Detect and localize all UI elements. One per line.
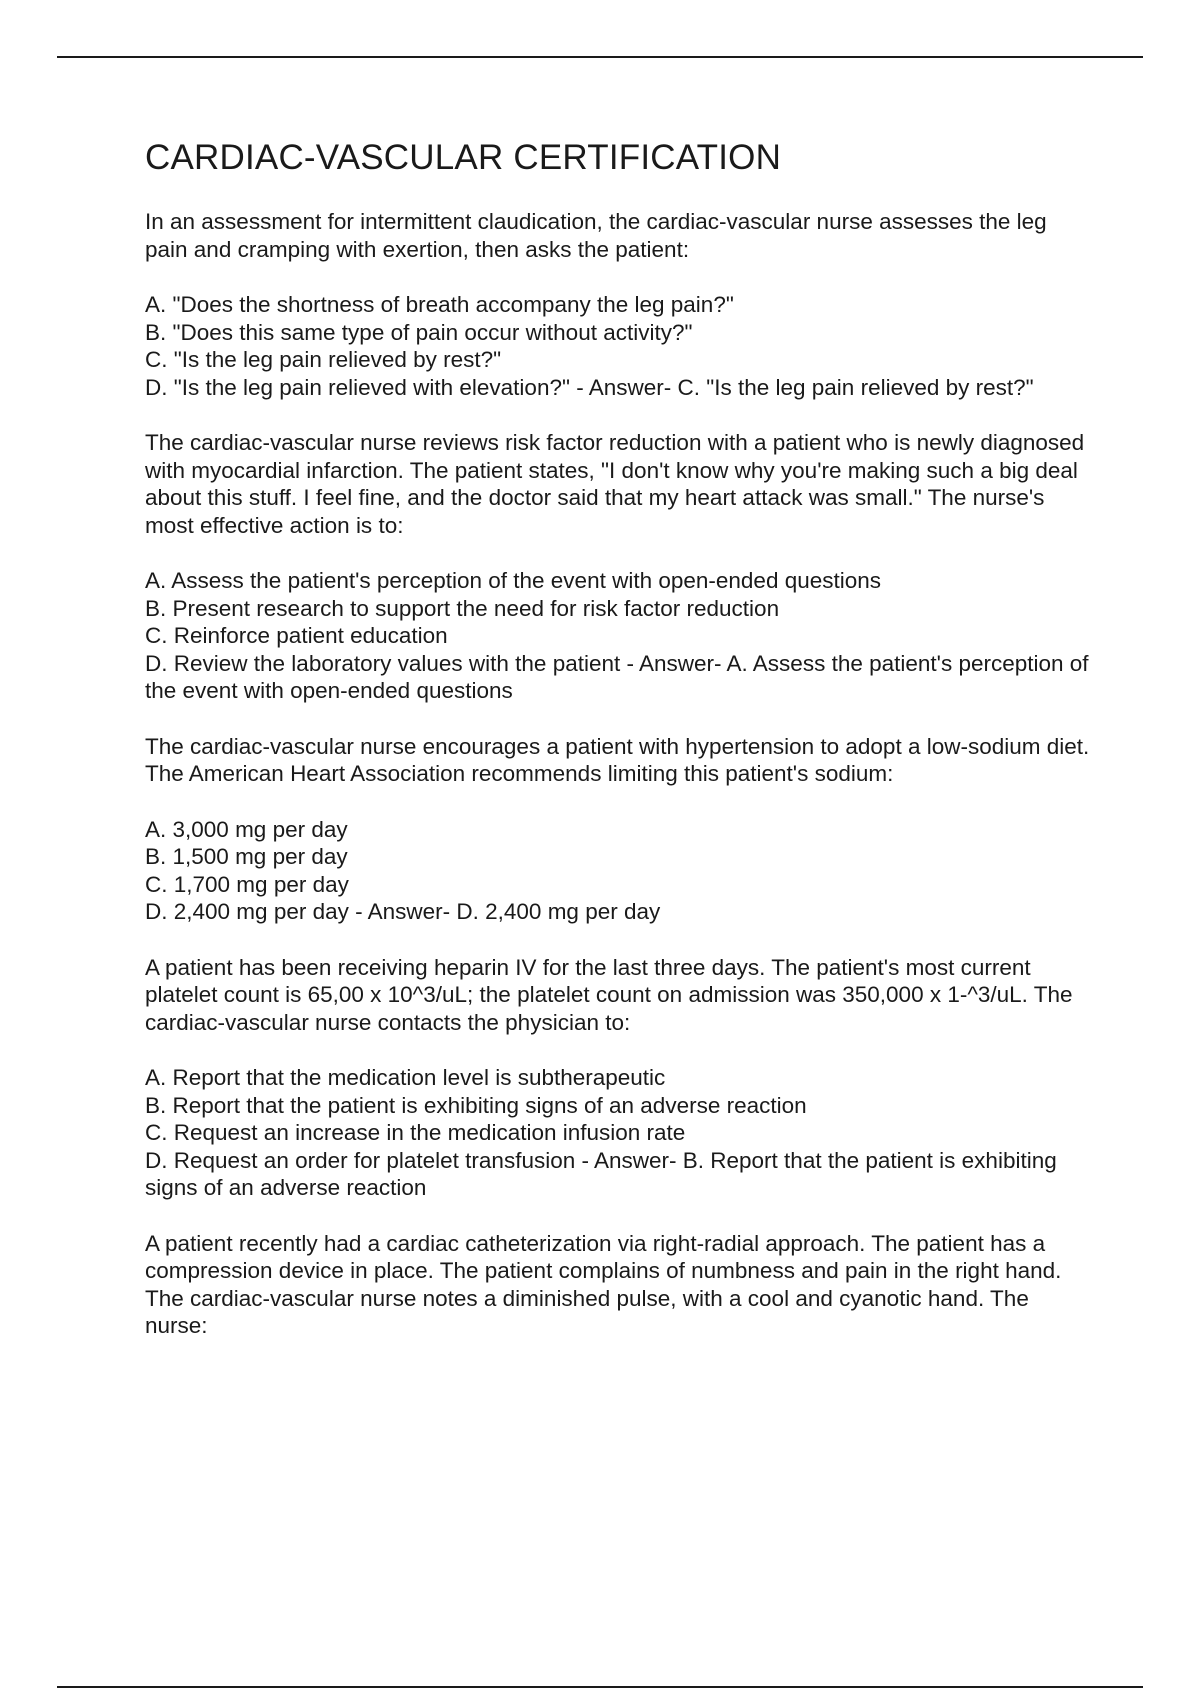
question-5	[145, 1230, 1095, 1340]
answer-options	[145, 816, 1095, 926]
option-c: C. "Is the leg pain relieved by rest?"	[145, 347, 502, 372]
answer-options	[145, 291, 1095, 401]
document-body	[145, 138, 1095, 1368]
question-stem: A patient recently had a cardiac catheterization via right-radial approach. The patient has a compression device in place. The patient complains of numbness and pain in the right hand. The cardiac-vascular nurse notes a diminished pulse, with a cool and cyanotic hand. The nurse:	[145, 1230, 1062, 1338]
question-stem: A patient has been receiving heparin IV for the last three days. The patient's most current platelet count is 65,00 x 10^3/uL; the platelet count on admission was 350,000 x 1-^3/uL. The cardiac-vascular nurse contacts the physician to:	[145, 954, 1073, 1035]
question-4	[145, 954, 1095, 1202]
option-c: C. 1,700 mg per day	[145, 871, 349, 897]
question-2	[145, 429, 1095, 705]
question-stem: In an assessment for intermittent claudication, the cardiac-vascular nurse assesses the leg pain and cramping with exertion, then asks the patient:	[145, 209, 1047, 262]
option-c: C. Reinforce patient education	[145, 623, 448, 648]
bottom-rule	[57, 1686, 1143, 1688]
question-stem: The cardiac-vascular nurse reviews risk factor reduction with a patient who is newly diagnosed with myocardial infarction. The patient states, "I don't know why you're making such a big deal about this stuff. I feel fine, and the doctor said that my heart attack was small." The nurse's most effective action is to:	[145, 430, 1085, 538]
option-b: B. Report that the patient is exhibiting signs of an adverse reaction	[145, 1092, 807, 1118]
question-stem: The cardiac-vascular nurse encourages a patient with hypertension to adopt a low-sodium diet. The American Heart Association recommends limiting this patient's sodium:	[145, 733, 1090, 786]
option-a: A. Report that the medication level is subtherapeutic	[145, 1065, 666, 1090]
option-d-with-answer: D. Request an order for platelet transfusion - Answer- B. Report that the patient is exhibiting signs of an adverse reaction	[145, 1147, 1057, 1200]
document-title: CARDIAC-VASCULAR CERTIFICATION	[145, 138, 782, 177]
answer-options	[145, 567, 1095, 705]
top-rule	[57, 56, 1143, 58]
question-1	[145, 208, 1095, 401]
option-b: B. Present research to support the need for risk factor reduction	[145, 595, 780, 621]
answer-options	[145, 1064, 1095, 1202]
option-a: A. Assess the patient's perception of the event with open-ended questions	[145, 568, 882, 593]
option-d-with-answer: D. "Is the leg pain relieved with elevation?" - Answer- C. "Is the leg pain relieved by rest?"	[145, 374, 1034, 400]
option-a: A. "Does the shortness of breath accompany the leg pain?"	[145, 292, 734, 317]
question-3	[145, 733, 1095, 926]
option-d-with-answer: D. Review the laboratory values with the patient - Answer- A. Assess the patient's perception of the event with open-ended questions	[145, 650, 1089, 703]
option-a: A. 3,000 mg per day	[145, 816, 348, 842]
option-b: B. "Does this same type of pain occur without activity?"	[145, 319, 693, 345]
option-d-with-answer: D. 2,400 mg per day - Answer- D. 2,400 mg per day	[145, 899, 661, 924]
option-b: B. 1,500 mg per day	[145, 844, 348, 869]
option-c: C. Request an increase in the medication infusion rate	[145, 1120, 686, 1145]
